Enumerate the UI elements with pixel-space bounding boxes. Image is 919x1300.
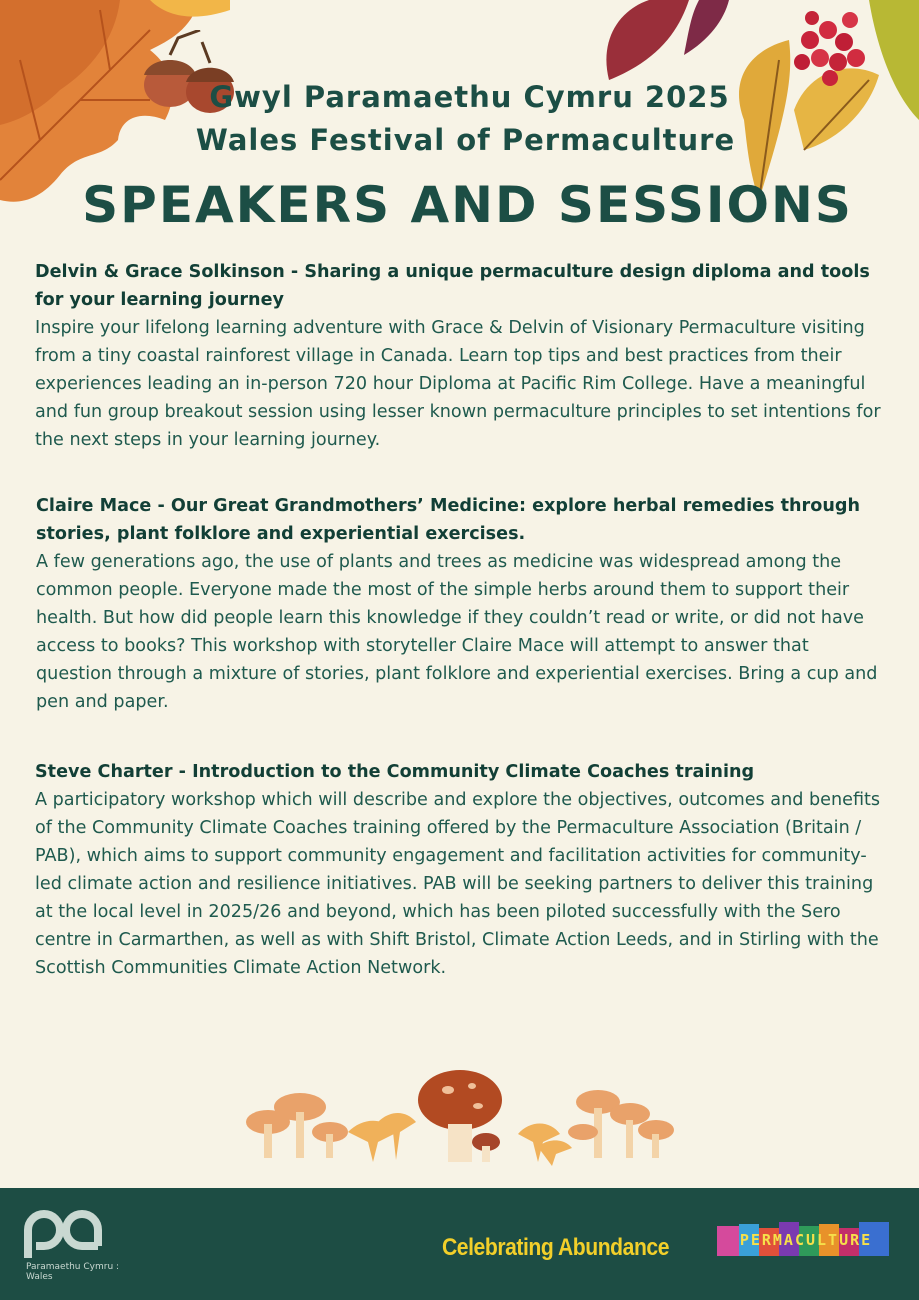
- session-description: A participatory workshop which will describe and explore the objectives, outcomes and benefits of the Community Climate Coaches training offered by the Permaculture Association (Britain / PAB), which aims to support community engagement and facilitation activities for community-led climate action and resilience initiatives. PAB will be seeking partners to deliver this training at the local level in 2025/26 and beyond, which has been piloted successfully with the Sero centre in Carmarthen, as well as with Shift Bristol, Climate Action Leeds, and in Stirling with the Scottish Communities Climate Action Network.: [35, 790, 881, 978]
- logo-caption: Paramaethu Cymru : Wales: [26, 1262, 120, 1282]
- session-description: A few generations ago, the use of plants and trees as medicine was widespread among the common people. Everyone made the most of the simple herbs around them to support their health. But how did people learn this knowledge if they couldn’t read or write, or did not have access to books? This workshop with storyteller Claire Mace will attempt to answer that question through a mixture of stories, plant folklore and experiential exercises. Bring a cup and pen and paper.: [36, 552, 878, 712]
- session-description: Inspire your lifelong learning adventure with Grace & Delvin of Visionary Permaculture visiting from a tiny coastal rainforest village in Canada. Learn top tips and best practices from their experiences leading an in-person 720 hour Diploma at Pacific Rim College. Have a meaningful and fun group breakout session using lesser known permaculture principles to set intentions for the next steps in your learning journey.: [35, 318, 881, 450]
- session-block: [35, 258, 885, 454]
- festival-name-welsh: Gwyl Paramaethu Cymru 2025: [209, 80, 730, 114]
- paramaethu-logo-icon: [24, 1208, 104, 1260]
- page-title: SPEAKERS AND SESSIONS: [82, 176, 853, 234]
- festival-name-english: Wales Festival of Permaculture: [195, 123, 736, 157]
- session-heading: Delvin & Grace Solkinson - Sharing a unique permaculture design diploma and tools for your learning journey: [35, 262, 870, 310]
- mushrooms-illustration: [238, 1062, 678, 1172]
- tagline: Celebrating Abundance: [442, 1234, 670, 1261]
- session-heading: Claire Mace - Our Great Grandmothers’ Medicine: explore herbal remedies through stories, plant folklore and experiential exercises.: [36, 496, 860, 544]
- footer-bar: [0, 1188, 919, 1300]
- session-heading: Steve Charter - Introduction to the Community Climate Coaches training: [35, 762, 755, 782]
- session-block: [35, 758, 885, 982]
- permaculture-word: PERMACULTURE: [739, 1231, 873, 1249]
- session-block: [36, 492, 886, 716]
